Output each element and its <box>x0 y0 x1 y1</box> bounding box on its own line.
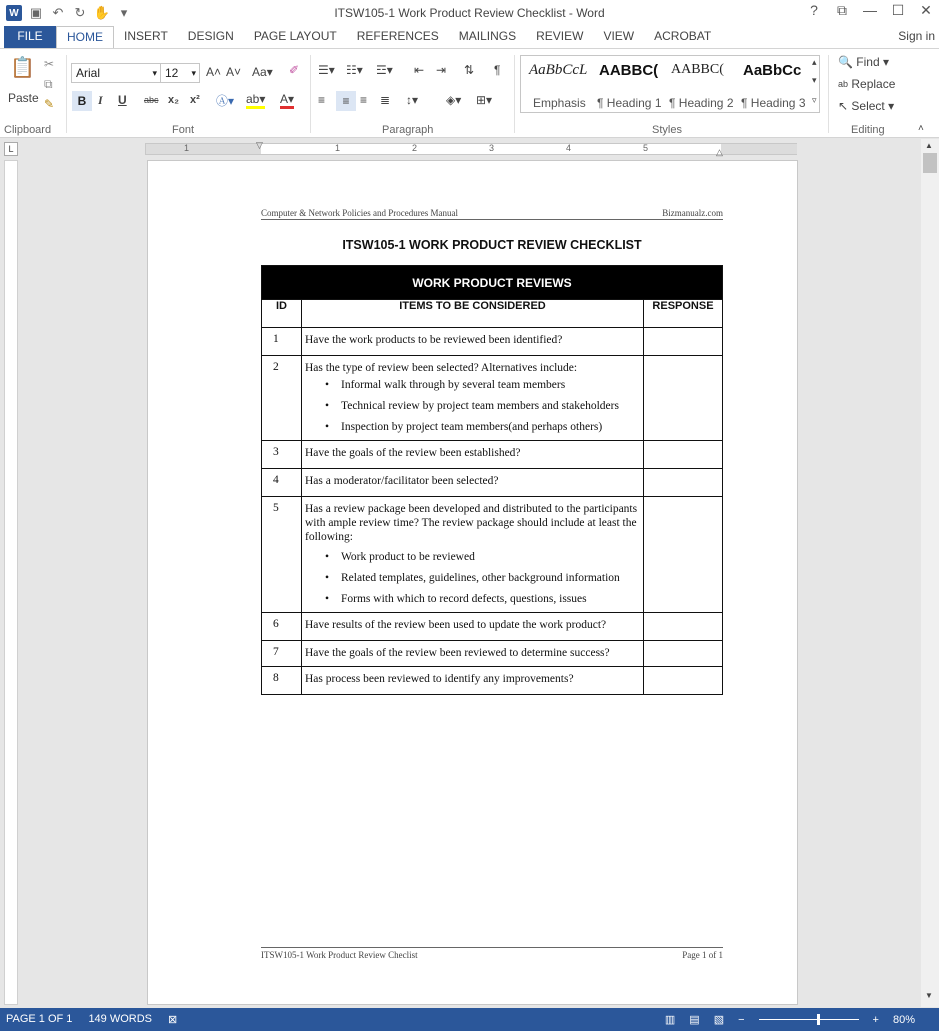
style-heading2-preview[interactable]: AABBC( <box>671 62 724 77</box>
table-banner: WORK PRODUCT REVIEWS <box>262 266 723 300</box>
minimize-button[interactable]: — <box>863 2 877 18</box>
footer-left: ITSW105-1 Work Product Review Checlist <box>261 950 418 960</box>
paste-button[interactable] <box>10 55 35 80</box>
paragraph-group-label: Paragraph <box>382 124 434 136</box>
list-item: • Work product to be reviewed <box>325 550 640 564</box>
column-header-id: ID <box>262 300 302 328</box>
response-cell[interactable] <box>644 469 723 497</box>
window-title: ITSW105-1 Work Product Review Checklist - Word <box>334 6 605 20</box>
format-painter-icon[interactable]: ✎ <box>44 97 55 111</box>
style-heading1-label[interactable]: ¶ Heading 1 <box>597 96 662 110</box>
styles-more-icon[interactable]: ▿ <box>812 95 817 105</box>
response-cell[interactable] <box>644 441 723 469</box>
zoom-slider[interactable] <box>759 1019 859 1020</box>
touch-mode-icon[interactable]: ✋ <box>93 5 111 20</box>
find-button[interactable]: 🔍 Find ▾ <box>838 55 889 69</box>
response-cell[interactable] <box>644 613 723 641</box>
redo-icon[interactable]: ↻ <box>74 5 86 20</box>
line-spacing-icon[interactable]: ↕▾ <box>406 93 419 107</box>
styles-gallery <box>520 55 820 113</box>
style-heading2-label[interactable]: ¶ Heading 2 <box>669 96 734 110</box>
zoom-level[interactable]: 80% <box>892 1013 915 1026</box>
copy-icon[interactable]: ⧉ <box>44 77 53 91</box>
word-app-icon[interactable]: W <box>6 5 22 21</box>
list-item: • Forms with which to record defects, questions, issues <box>325 592 640 606</box>
word-count[interactable]: 149 WORDS <box>88 1013 153 1025</box>
highlight-icon[interactable]: ab▾ <box>246 92 265 109</box>
tab-mailings[interactable]: MAILINGS <box>458 29 517 43</box>
font-color-icon[interactable]: A▾ <box>280 92 294 109</box>
subscript-button[interactable]: x₂ <box>168 94 180 106</box>
styles-scroll-up-icon[interactable]: ▴ <box>812 57 817 67</box>
list-item: • Technical review by project team members and stakeholders <box>325 399 640 413</box>
document-heading: ITSW105-1 WORK PRODUCT REVIEW CHECKLIST <box>342 238 642 252</box>
response-cell[interactable] <box>644 356 723 441</box>
editing-group-label: Editing <box>851 124 885 136</box>
scroll-up-icon[interactable]: ▲ <box>925 141 933 150</box>
horizontal-ruler[interactable]: 1 1 2 3 4 5 ▽ △ <box>145 143 797 155</box>
tab-home[interactable]: HOME <box>56 26 114 48</box>
font-group-label: Font <box>172 124 195 136</box>
column-header-response: RESPONSE <box>644 300 723 328</box>
collapse-ribbon-icon[interactable]: ˄ <box>918 123 924 134</box>
borders-icon[interactable]: ⊞▾ <box>476 93 493 107</box>
change-case-button[interactable]: Aa ▾ <box>252 65 273 79</box>
tab-view[interactable]: VIEW <box>603 29 635 43</box>
tab-references[interactable]: REFERENCES <box>356 29 439 43</box>
list-item: • Informal walk through by several team members <box>325 378 640 392</box>
numbering-icon[interactable]: ☷▾ <box>346 63 363 77</box>
tab-acrobat[interactable]: ACROBAT <box>654 29 712 43</box>
grow-font-icon[interactable]: A˄ <box>206 65 222 79</box>
ruler-row <box>0 139 939 159</box>
page-header <box>261 208 723 220</box>
scroll-thumb[interactable] <box>923 153 937 173</box>
decrease-indent-icon[interactable]: ⇤ <box>414 63 425 77</box>
response-cell[interactable] <box>644 641 723 667</box>
chevron-down-icon: ▾ <box>152 67 157 78</box>
indent-marker-icon[interactable]: ▽ <box>256 140 263 150</box>
document-page[interactable] <box>147 160 798 1005</box>
replace-button[interactable]: ab Replace <box>838 77 896 91</box>
response-cell[interactable] <box>644 497 723 613</box>
proofing-icon[interactable]: ⊠ <box>168 1014 178 1026</box>
table-row: 8 Has process been reviewed to identify any improvements? <box>262 667 723 695</box>
quick-access-toolbar <box>0 5 132 21</box>
zoom-in-icon[interactable]: + <box>872 1013 879 1026</box>
show-formatting-icon[interactable]: ¶ <box>494 63 501 77</box>
align-center-icon[interactable]: ≡ <box>336 91 356 111</box>
align-right-icon[interactable]: ≡ <box>360 93 368 107</box>
superscript-button[interactable]: x² <box>190 94 200 106</box>
table-row: 4 Has a moderator/facilitator been selected? <box>262 469 723 497</box>
clipboard-group-label: Clipboard <box>4 124 52 136</box>
table-row: 1 Have the work products to be reviewed been identified? <box>262 328 723 356</box>
page-count[interactable]: PAGE 1 OF 1 <box>6 1013 73 1025</box>
paste-label[interactable]: Paste <box>8 91 39 105</box>
tab-design[interactable]: DESIGN <box>187 29 234 43</box>
help-button[interactable]: ? <box>810 2 818 18</box>
styles-group-label: Styles <box>652 124 682 136</box>
style-heading1-preview[interactable]: AABBC( <box>599 62 659 79</box>
table-row: 7 Have the goals of the review been reviewed to determine success? <box>262 641 723 667</box>
ribbon <box>0 48 939 138</box>
font-size-select[interactable]: 12 ▾ <box>160 63 200 83</box>
read-mode-icon[interactable]: ▥ <box>664 1014 676 1026</box>
response-cell[interactable] <box>644 667 723 695</box>
multilevel-list-icon[interactable]: ☲▾ <box>376 63 393 77</box>
response-cell[interactable] <box>644 328 723 356</box>
sign-in-link[interactable]: Sign in <box>898 29 935 43</box>
status-bar <box>0 1008 939 1031</box>
tab-review[interactable]: REVIEW <box>536 29 584 43</box>
web-layout-icon[interactable]: ▧ <box>713 1014 725 1026</box>
justify-icon[interactable]: ≣ <box>380 93 391 107</box>
vertical-ruler[interactable] <box>4 160 18 1005</box>
close-button[interactable]: ✕ <box>920 2 932 18</box>
column-header-items: ITEMS TO BE CONSIDERED <box>302 300 644 328</box>
ribbon-tabs <box>0 26 939 48</box>
cursor-icon: ↖ <box>838 99 849 113</box>
table-row: 6 Have results of the review been used to update the work product? <box>262 613 723 641</box>
bullets-icon[interactable]: ☰▾ <box>318 63 335 77</box>
select-button[interactable]: ↖ Select ▾ <box>838 99 895 113</box>
list-item: • Related templates, guidelines, other background information <box>325 571 640 585</box>
bold-button[interactable]: B <box>72 91 92 111</box>
replace-icon: ab <box>838 79 849 89</box>
italic-button[interactable]: I <box>98 93 103 107</box>
cut-icon[interactable]: ✂ <box>44 57 55 71</box>
save-icon[interactable]: ▣ <box>29 5 43 20</box>
tab-page-layout[interactable]: PAGE LAYOUT <box>253 29 337 43</box>
list-item: • Inspection by project team members(and perhaps others) <box>325 420 640 434</box>
header-left: Computer & Network Policies and Procedures Manual <box>261 208 458 218</box>
undo-icon[interactable]: ↶ <box>52 5 64 20</box>
zoom-out-icon[interactable]: − <box>738 1013 745 1026</box>
print-layout-icon[interactable]: ▤ <box>689 1014 700 1026</box>
maximize-button[interactable]: ☐ <box>891 2 905 18</box>
footer-right: Page 1 of 1 <box>682 950 723 960</box>
sort-icon[interactable]: ⇅ <box>464 63 475 77</box>
header-right: Bizmanualz.com <box>662 208 723 218</box>
checklist-table <box>261 265 723 695</box>
clipboard-icon: 📋 <box>10 57 35 79</box>
ribbon-display-options-button[interactable]: ⧉ <box>837 2 847 18</box>
table-row: 5 Has a review package been developed and distributed to the participants with ample review time? The review package should include at least the following: • Work product to be reviewed • Related templates, guidelines, other background information • Forms with which to record defects, questions, issues <box>262 497 723 613</box>
tab-file[interactable]: FILE <box>4 26 56 48</box>
tab-insert[interactable]: INSERT <box>124 29 168 43</box>
style-heading3-label[interactable]: ¶ Heading 3 <box>741 96 806 110</box>
styles-scroll-down-icon[interactable]: ▾ <box>812 75 817 85</box>
page-footer <box>261 947 723 960</box>
shrink-font-icon[interactable]: A˅ <box>226 65 242 79</box>
style-heading3-preview[interactable]: AaBbCc <box>743 62 802 79</box>
scroll-down-icon[interactable]: ▼ <box>925 991 933 1000</box>
underline-button[interactable]: U <box>118 93 127 107</box>
shading-icon[interactable]: ◈▾ <box>446 93 462 107</box>
text-effects-icon[interactable]: Ⓐ▾ <box>216 94 235 108</box>
clear-formatting-icon[interactable]: ✐ <box>289 63 300 77</box>
zoom-slider-thumb[interactable] <box>817 1014 820 1025</box>
font-name-select[interactable]: Arial ▾ <box>71 63 161 83</box>
align-left-icon[interactable]: ≡ <box>318 93 326 107</box>
tab-selector[interactable]: L <box>4 142 18 156</box>
strikethrough-button[interactable]: abc <box>144 95 159 105</box>
binoculars-icon: 🔍 <box>838 55 853 69</box>
table-row: 3 Have the goals of the review been established? <box>262 441 723 469</box>
vertical-scrollbar[interactable] <box>921 139 939 1007</box>
style-emphasis-preview[interactable]: AaBbCcL <box>529 62 588 78</box>
style-emphasis-label[interactable]: Emphasis <box>533 96 586 110</box>
table-row: 2 Has the type of review been selected? Alternatives include: • Informal walk through by several team members • Technical review by project team members and stakeholders • Inspection by project team members(and perhaps others) <box>262 356 723 441</box>
increase-indent-icon[interactable]: ⇥ <box>436 63 447 77</box>
customize-qat-icon[interactable]: ▾ <box>120 5 128 20</box>
right-indent-marker-icon[interactable]: △ <box>716 147 723 157</box>
title-bar <box>0 0 939 26</box>
chevron-down-icon: ▾ <box>191 67 196 78</box>
